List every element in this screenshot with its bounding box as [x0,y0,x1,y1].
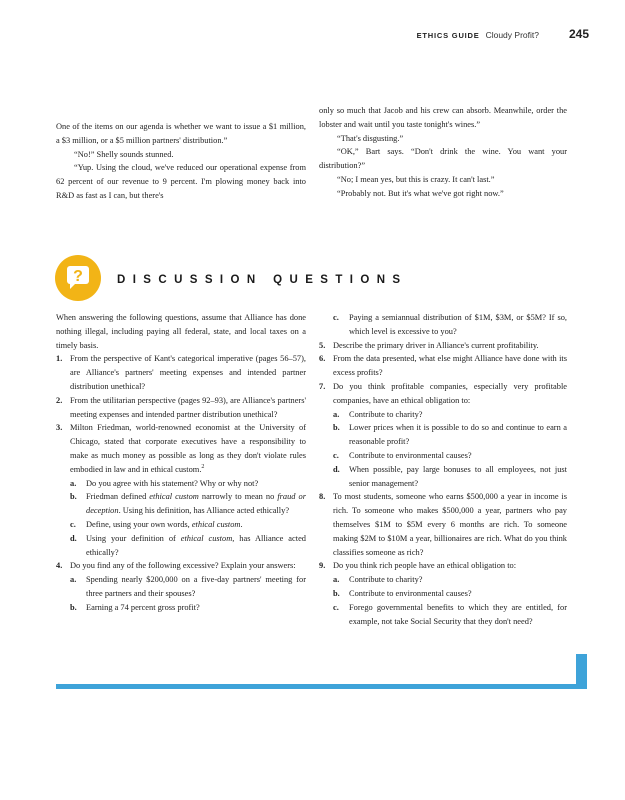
subquestion-text-part: . Using his definition, has Alliance acted ethically? [118,506,290,516]
question-text: From the utilitarian perspective (pages 92–93), are Alliance's partners' meeting expenses and intended partner distribution unethical? [70,395,306,419]
question-9b [319,587,567,601]
question-9c [319,601,567,629]
question-6 [319,352,567,380]
question-1 [56,352,306,393]
question-number: 3. [56,423,63,433]
subquestion-text-part: . [240,519,243,529]
question-4 [56,559,306,573]
question-text: Describe the primary driver in Alliance's current profitability. [333,340,539,350]
subquestion-letter: b. [333,588,340,598]
story-left-column [56,120,306,203]
subquestion-text-part: , has Alliance acted ethically? [86,533,306,557]
question-8 [319,490,567,559]
questions-left-column [56,311,306,615]
story-paragraph: “No!” Shelly sounds stunned. [74,149,174,159]
emphasis-term: ethical custom [191,519,241,529]
subquestion-text: Do you agree with his statement? Why or why not? [86,478,259,488]
subquestion-letter: c. [333,602,339,612]
question-text: Do you think profitable companies, especially very profitable companies, have an ethical obligation to: [333,381,567,405]
question-text: From the data presented, what else might Alliance have done with its excess profits? [333,354,567,378]
questions-right-column [319,311,567,628]
question-3d [56,532,306,560]
emphasis-term: fraud or deception [86,492,306,516]
subquestion-text-part: Friedman defined [86,492,150,502]
subquestion-text-part: Using your definition of [86,533,181,543]
question-number: 4. [56,561,63,571]
questions-intro: When answering the following questions, assume that Alliance has done nothing illegal, including paying all federal, state, and local taxes on a timely basis. [56,313,306,350]
question-4b [56,601,306,615]
story-paragraph: “That's disgusting.” [337,133,404,143]
question-4a [56,573,306,601]
subquestion-text: Contribute to environmental causes? [349,588,472,598]
subquestion-text: Paying a semiannual distribution of $1M, $3M, or $5M? If so, which level is excessive to you? [349,313,567,336]
story-paragraph: “Yup. Using the cloud, we've reduced our operational expense from 62 percent of our revenue to 9 percent. I'm plowing money back into R&D as fast as I can, but there's [56,163,306,200]
subquestion-letter: c. [333,313,339,322]
question-mark-icon [65,264,91,290]
page-number: 245 [568,27,589,41]
subquestion-text: When possible, pay large bonuses to all employees, not just senior management? [349,464,567,488]
question-3c [56,518,306,532]
question-2 [56,394,306,422]
question-number: 8. [319,492,326,502]
subquestion-letter: a. [70,478,77,488]
question-3a [56,477,306,491]
subquestion-text: Spending nearly $200,000 on a five-day partners' meeting for three partners and their spouses? [86,575,306,598]
subquestion-letter: a. [333,575,340,585]
question-number: 6. [319,354,326,364]
subquestion-letter: c. [333,450,339,460]
subquestion-text: Forego governmental benefits to which they are entitled, for example, not take Social Security that they don't need? [349,602,567,626]
question-text: To most students, someone who earns $500,000 a year in income is rich. To someone who makes $500,000 a year, partners who pay themselves $1M to $5M every 6 months are rich. To someone making $2M to $10M a year, billionaires are rich. What do you think classifies someone as rich? [333,492,567,557]
question-text: From the perspective of Kant's categorical imperative (pages 56–57), are Alliance's partners' meeting expenses and intended partner distribution unethical? [70,354,306,391]
running-header [417,27,589,41]
question-number: 7. [319,381,326,391]
question-number: 9. [319,561,326,571]
question-text: Milton Friedman, world-renowned economist at the University of Chicago, stated that corporate executives have a responsibility to make as much money as possible as long as they don't violate rules embodied in law and in ethical custom. [70,423,306,474]
section-label: ETHICS GUIDE [416,31,480,40]
question-5 [319,339,567,353]
question-7 [319,380,567,408]
question-number: 5. [319,340,326,350]
subquestion-text: Lower prices when it is possible to do so and continue to earn a reasonable profit? [349,423,567,447]
question-7b [319,421,567,449]
emphasis-term: ethical custom [149,492,199,502]
subquestion-letter: c. [70,519,76,529]
subquestion-letter: b. [333,423,340,433]
question-4c [319,311,567,339]
subquestion-text: Contribute to environmental causes? [349,450,472,460]
question-text: Do you find any of the following excessive? Explain your answers: [70,561,296,571]
discussion-title: DISCUSSION QUESTIONS [117,274,408,286]
subquestion-letter: d. [333,464,340,474]
question-number: 2. [56,395,63,405]
question-text: Do you think rich people have an ethical obligation to: [333,561,517,571]
story-right-column [319,104,567,201]
subquestion-text: Contribute to charity? [349,409,423,419]
story-paragraph: “OK,” Bart says. “Don't drink the wine. You want your distribution?” [319,147,567,171]
question-7d [319,463,567,491]
subquestion-text: Earning a 74 percent gross profit? [86,602,200,612]
question-3b [56,490,306,518]
question-9 [319,559,567,573]
story-paragraph: only so much that Jacob and his crew can absorb. Meanwhile, order the lobster and wait until you taste tonight's wines.” [319,106,567,129]
subquestion-text-part: Define, using your own words, [86,519,192,529]
story-paragraph: One of the items on our agenda is whether we want to issue a $1 million, a $3 million, or a $5 million partners' distribution.” [56,122,306,145]
discussion-badge [55,255,101,301]
story-paragraph: “Probably not. But it's what we've got right now.” [337,188,504,198]
section-subtitle: Cloudy Profit? [485,30,539,40]
question-number: 1. [56,354,63,364]
svg-text:?: ? [73,268,83,285]
subquestion-letter: a. [333,409,340,419]
emphasis-term: ethical custom [180,533,233,543]
question-9a [319,573,567,587]
subquestion-text-part: narrowly to mean no [198,492,278,502]
subquestion-letter: a. [70,575,77,585]
bottom-rule-cap [576,654,587,689]
footnote-marker: 2 [201,463,205,470]
story-paragraph: “No; I mean yes, but this is crazy. It can't last.” [337,174,495,184]
subquestion-letter: d. [70,533,77,543]
bottom-rule [56,684,579,689]
question-7a [319,408,567,422]
question-7c [319,449,567,463]
subquestion-text: Contribute to charity? [349,575,423,585]
question-3 [56,421,306,476]
subquestion-letter: b. [70,492,77,502]
subquestion-letter: b. [70,602,77,612]
